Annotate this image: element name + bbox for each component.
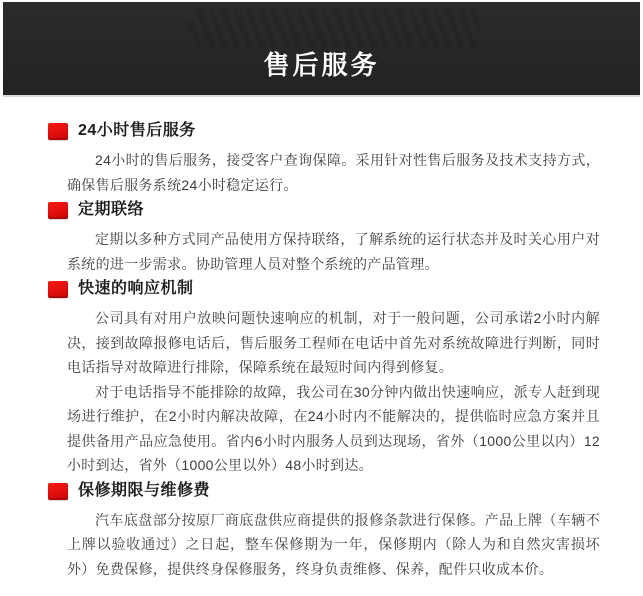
red-square-bullet-icon (48, 281, 68, 298)
section-title: 24小时售后服务 (78, 122, 196, 139)
section-regular-contact (48, 200, 603, 276)
section-title: 定期联络 (78, 201, 145, 218)
section-paragraph: 公司具有对用户放映问题快速响应的机制，对于一般问题，公司承诺2小时内解决，接到故障报修电话后，售后服务工程师在电话中首先对系统故障进行判断，同时电话指导对故障进行排除，保障系统在最短时间内得到修复。 (67, 310, 600, 375)
page-header (3, 2, 640, 97)
section-header (48, 279, 603, 299)
section-rapid-response (48, 279, 603, 478)
red-square-bullet-icon (48, 202, 68, 219)
page-title: 售后服务 (263, 50, 380, 80)
section-warranty (48, 481, 603, 582)
watermark (185, 10, 480, 48)
section-body (67, 227, 600, 276)
red-square-bullet-icon (48, 123, 68, 140)
content-area (0, 97, 643, 584)
section-body (67, 148, 600, 197)
section-paragraph: 汽车底盘部分按原厂商底盘供应商提供的报修条款进行保修。产品上牌（车辆不上牌以验收通过）之日起，整车保修期为一年，保修期内（除人为和自然灾害损坏外）免费保修，提供终身保修服务，终身负责维修、保养，配件只收成本价。 (67, 511, 600, 577)
section-24h-service (48, 121, 603, 197)
section-title: 快速的响应机制 (78, 280, 194, 297)
section-body (67, 508, 600, 582)
section-body (67, 306, 600, 478)
red-square-bullet-icon (48, 483, 68, 500)
section-paragraph: 定期以多种方式同产品使用方保持联络，了解系统的运行状态并及时关心用户对系统的进一步需求。协助管理人员对整个系统的产品管理。 (67, 231, 600, 272)
section-paragraph: 对于电话指导不能排除的故障，我公司在30分钟内做出快速响应，派专人赶到现场进行维护，在2小时内解决故障，在24小时内不能解决的，提供临时应急方案并且提供备用产品应急使用。省内6小时内服务人员到达现场，省外（1000公里以内）12小时到达，省外（1000公里以外）48小时到达。 (67, 383, 600, 473)
section-header (48, 121, 603, 141)
section-title: 保修期限与维修费 (78, 481, 211, 499)
section-header (48, 481, 603, 501)
section-header (48, 200, 603, 220)
section-paragraph: 24小时的售后服务，接受客户查询保障。采用针对性售后服务及技术支持方式，确保售后服务系统24小时稳定运行。 (67, 152, 600, 193)
